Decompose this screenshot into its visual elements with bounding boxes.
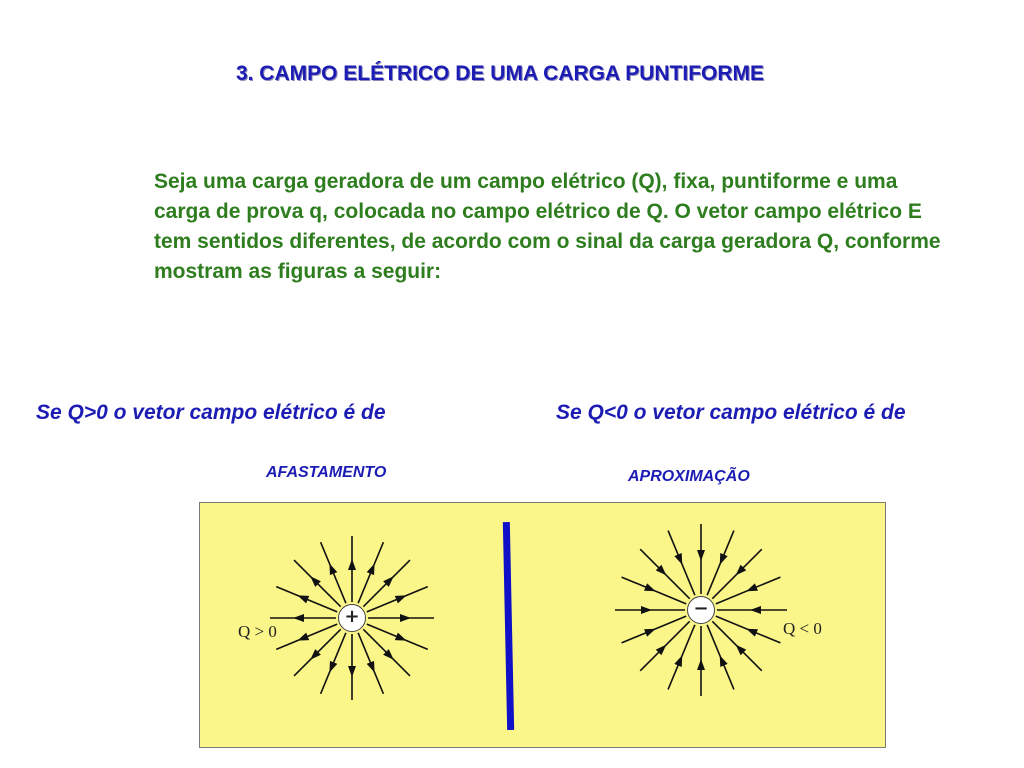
inward-field-arrow <box>674 654 686 667</box>
inward-field-arrow <box>644 625 657 637</box>
inward-field-arrow <box>697 550 705 561</box>
outward-field-arrow <box>296 592 309 604</box>
inward-field-arrow <box>716 553 728 566</box>
outward-field-arrow <box>395 592 408 604</box>
outward-field-arrow <box>293 614 304 622</box>
inward-field-arrow <box>641 606 652 614</box>
inward-field-arrow <box>745 583 758 595</box>
inward-field-arrow <box>697 659 705 670</box>
outward-field-arrow <box>326 661 338 674</box>
page-title: 3. CAMPO ELÉTRICO DE UMA CARGA PUNTIFORME <box>235 62 765 85</box>
outward-field-arrow <box>367 562 379 575</box>
inward-field-arrow <box>674 553 686 566</box>
inward-field-arrow <box>716 654 728 667</box>
outward-field-arrow <box>296 633 309 645</box>
negative-charge-label: Q < 0 <box>783 619 822 638</box>
intro-paragraph: Seja uma carga geradora de um campo elétrico (Q), fixa, puntiforme e uma carga de prova q, colocada no campo elétrico de Q. O vetor campo elétrico E tem sentidos diferentes, de acordo com o sinal da carga geradora Q, conforme mostram as figuras a seguir: <box>154 170 941 283</box>
field-diagram-panel <box>199 502 886 748</box>
positive-charge-condition: Se Q>0 o vetor campo elétrico é de <box>36 401 386 424</box>
outward-field-arrow <box>395 633 408 645</box>
positive-charge-label: Q > 0 <box>238 622 277 641</box>
outward-field-arrow <box>400 614 411 622</box>
inward-field-arrow <box>750 606 761 614</box>
inward-mode-label: APROXIMAÇÃO <box>628 468 750 485</box>
outward-field-arrow <box>326 562 338 575</box>
negative-charge-icon: − <box>687 596 715 624</box>
outward-field-arrow <box>367 661 379 674</box>
outward-field-arrow <box>348 559 356 570</box>
negative-charge-condition: Se Q<0 o vetor campo elétrico é de <box>556 401 906 424</box>
outward-field-arrow <box>348 666 356 677</box>
outward-mode-label: AFASTAMENTO <box>266 464 387 481</box>
inward-field-arrow <box>745 625 758 637</box>
positive-charge-icon: + <box>338 604 366 632</box>
inward-field-arrow <box>644 583 657 595</box>
